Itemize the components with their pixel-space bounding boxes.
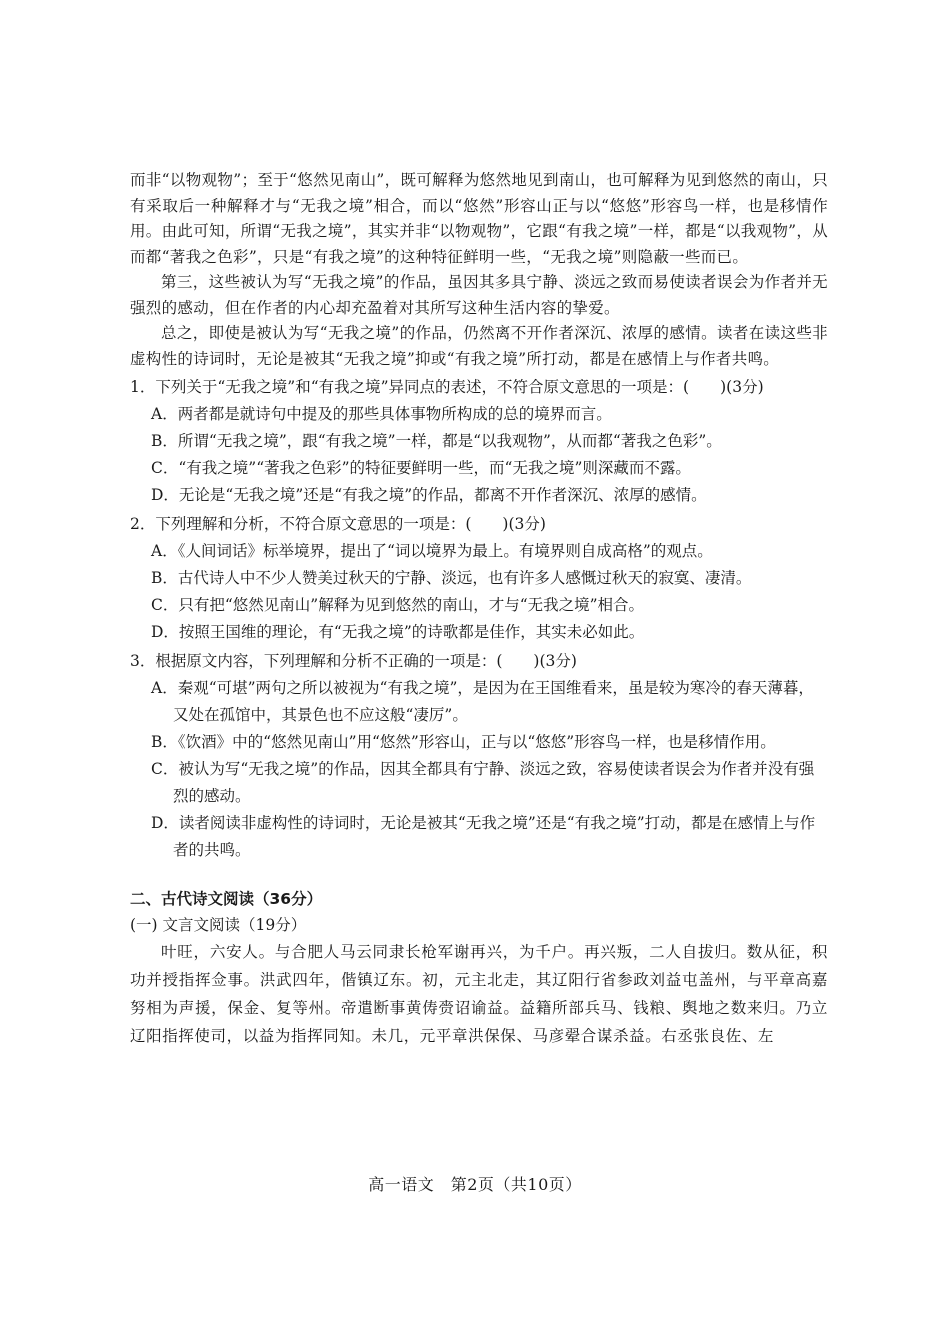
option-b: B．《饮酒》中的“悠然见南山”用“悠然”形容山，正与以“悠悠”形容鸟一样，也是移情作用。: [151, 733, 776, 751]
question-stem: 2．下列理解和分析，不符合原文意思的一项是：( )(3分): [130, 515, 546, 533]
passage-paragraph-1: 而非“以物观物”；至于“悠然见南山”，既可解释为悠然地见到南山，也可解释为见到悠然的南山，只有采取后一种解释才与“无我之境”相合，而以“悠然”形容山正与以“悠悠”形容鸟一样，也是移情作用。由此可知，所谓“无我之境”，其实并非“以物观物”，它跟“有我之境”一样，都是“以我观物”，从而都“著我之色彩”，只是“有我之境”的这种特征鲜明一些，“无我之境”则隐蔽一些而已。: [130, 171, 828, 266]
question-stem: 1．下列关于“无我之境”和“有我之境”异同点的表述，不符合原文意思的一项是：( )(3分): [130, 378, 764, 396]
classical-reading-section: [130, 886, 828, 1050]
passage-paragraph-3: 总之，即使是被认为写“无我之境”的作品，仍然离不开作者深沉、浓厚的感情。读者在读这些非虚构性的诗词时，无论是被其“无我之境”抑或“有我之境”所打动，都是在感情上与作者共鸣。: [130, 324, 828, 368]
question-3: [130, 648, 828, 864]
option-list: [130, 538, 828, 646]
question-2: [130, 511, 828, 646]
question-1: [130, 374, 828, 509]
option-a: A．两者都是就诗句中提及的那些具体事物所构成的总的境界而言。: [151, 405, 612, 423]
option-d: D．读者阅读非虚构性的诗词时，无论是被其“无我之境”还是“有我之境”打动，都是在感情上与作者的共鸣。: [151, 814, 816, 859]
option-a: A．《人间词话》标举境界，提出了“词以境界为最上。有境界则自成高格”的观点。: [151, 542, 713, 560]
option-b: B．古代诗人中不少人赞美过秋天的宁静、淡远，也有许多人感慨过秋天的寂寞、凄清。: [151, 569, 752, 587]
section-subheading: (一) 文言文阅读（19分）: [130, 916, 307, 934]
reading-passage: [130, 168, 828, 372]
option-list: [130, 675, 828, 864]
option-c: C．“有我之境”“著我之色彩”的特征要鲜明一些，而“无我之境”则深藏而不露。: [151, 459, 691, 477]
passage-paragraph-2: 第三，这些被认为写“无我之境”的作品，虽因其多具宁静、淡远之致而易使读者误会为作者并无强烈的感动，但在作者的内心却充盈着对其所写这种生活内容的挚爱。: [130, 273, 828, 317]
classical-text: 叶旺，六安人。与合肥人马云同隶长枪军谢再兴，为千户。再兴叛，二人自拔归。数从征，积功并授指挥佥事。洪武四年，偕镇辽东。初，元主北走，其辽阳行省参政刘益屯盖州，与平章高嘉努相为声援，保金、复等州。帝遣断事黄俦赍诏谕益。益籍所部兵马、钱粮、舆地之数来归。乃立辽阳指挥使司，以益为指挥同知。未几，元平章洪保保、马彦翚合谋杀益。右丞张良佐、左: [130, 943, 828, 1045]
question-stem: 3．根据原文内容，下列理解和分析不正确的一项是：( )(3分): [130, 652, 577, 670]
option-a: A．秦观“可堪”两句之所以被视为“有我之境”，是因为在王国维看来，虽是较为寒冷的春天薄暮，又处在孤馆中，其景色也不应这般“凄厉”。: [151, 679, 814, 724]
option-list: [130, 401, 828, 509]
option-c: C．被认为写“无我之境”的作品，因其全都具有宁静、淡远之致，容易使读者误会为作者并没有强烈的感动。: [151, 760, 815, 805]
option-c: C．只有把“悠然见南山”解释为见到悠然的南山，才与“无我之境”相合。: [151, 596, 645, 614]
option-d: D．无论是“无我之境”还是“有我之境”的作品，都离不开作者深沉、浓厚的感情。: [151, 486, 707, 504]
option-b: B．所谓“无我之境”，跟“有我之境”一样，都是“以我观物”，从而都“著我之色彩”。: [151, 432, 722, 450]
page-footer: 高一语文 第2页（共10页）: [368, 1175, 582, 1194]
option-d: D．按照王国维的理论，有“无我之境”的诗歌都是佳作，其实未必如此。: [151, 623, 645, 641]
section-heading: 二、古代诗文阅读（36分）: [130, 890, 323, 908]
